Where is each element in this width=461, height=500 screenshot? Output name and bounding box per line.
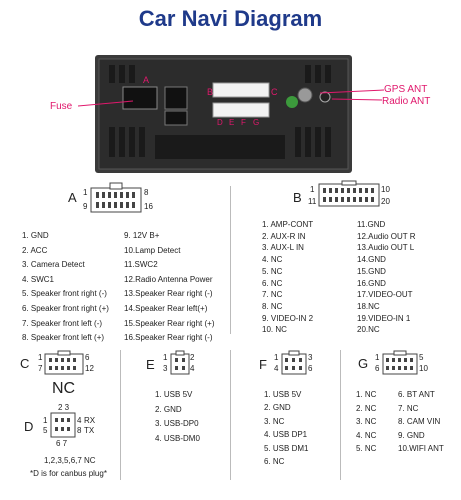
page-title: Car Navi Diagram (138, 6, 323, 31)
divider-vertical-top (230, 186, 231, 334)
connector-e-plug (170, 350, 190, 376)
connector-e-list: 1. USB 5V 2. GND 3. USB-DP0 4. USB-DM0 (155, 390, 200, 443)
connector-f-plug (281, 350, 307, 376)
fuse-label: Fuse (50, 101, 73, 112)
green-socket (286, 96, 298, 108)
connector-f-list: 1. USB 5V 2. GND 3. NC 4. USB DP1 5. USB DM1 6. NC (264, 390, 309, 467)
svg-text:E: E (229, 118, 235, 127)
connector-b-list-right: 11.GND 12.Audio OUT R 13.Audio OUT L 14.GND 15.GND 16.GND 17.VIDEO-OUT 18.NC 19.VIDEO-IN 1 20.NC (357, 220, 416, 335)
ant-leaders (320, 85, 386, 105)
connector-d-plug (50, 412, 76, 438)
connector-g-list-left: 1. NC 2. NC 3. NC 4. NC 5. NC (356, 390, 377, 453)
gps-ant-socket (298, 88, 312, 102)
connector-g-list-right: 6. BT ANT 7. NC 8. CAM VIN 9. GND 10.WIFI ANT (398, 390, 444, 453)
connector-a-list-right: 9. 12V B+ 10.Lamp Detect 11.SWC2 12.Radio Antenna Power 13.Speaker Rear right (-) 14.Speaker Rear left(+) 15.Speaker Rear right (+) 16.Speaker Rear right (-) (124, 231, 215, 343)
connector-g-plug (382, 350, 418, 376)
connector-d-note: *D is for canbus plug* (30, 469, 107, 478)
gps-ant-label: GPS ANT (384, 84, 428, 95)
connector-b-list-left: 1. AMP-CONT 2. AUX-R IN 3. AUX-L IN 4. NC 5. NC 6. NC 7. NC 8. NC 9. VIDEO-IN 2 10. NC (262, 220, 314, 335)
connector-c-letter: C (20, 356, 30, 371)
unit-label-a: A (143, 75, 150, 85)
tx-label: TX (84, 426, 95, 435)
connector-a-plug (90, 182, 142, 216)
svg-text:D: D (217, 118, 223, 127)
connector-e-letter: E (146, 357, 155, 372)
unit-label-c: C (271, 87, 278, 97)
unit-label-b: B (207, 87, 214, 97)
rx-label: RX (84, 416, 96, 425)
connector-b-plug (318, 180, 380, 210)
connector-d-letter: D (24, 419, 34, 434)
connector-f-letter: F (259, 357, 267, 372)
svg-text:F: F (241, 118, 246, 127)
connector-c-plug (44, 350, 84, 376)
connector-g-letter: G (358, 356, 369, 371)
connector-c-note: NC (52, 380, 76, 397)
connector-a-list-left: 1. GND 2. ACC 3. Camera Detect 4. SWC1 5. Speaker front right (-) 6. Speaker front right (+) 7. Speaker front left (-) 8. Speaker front left (+) (22, 231, 109, 343)
connector-b-socket (213, 103, 269, 117)
connector-a-letter: A (68, 190, 77, 205)
svg-text:G: G (253, 118, 260, 127)
connector-b-letter: B (293, 190, 302, 205)
fuse-leader (78, 95, 138, 115)
connector-c-socket (213, 83, 269, 97)
radio-ant-label: Radio ANT (382, 96, 431, 107)
connector-d-list: 1,2,3,5,6,7 NC (44, 456, 96, 465)
